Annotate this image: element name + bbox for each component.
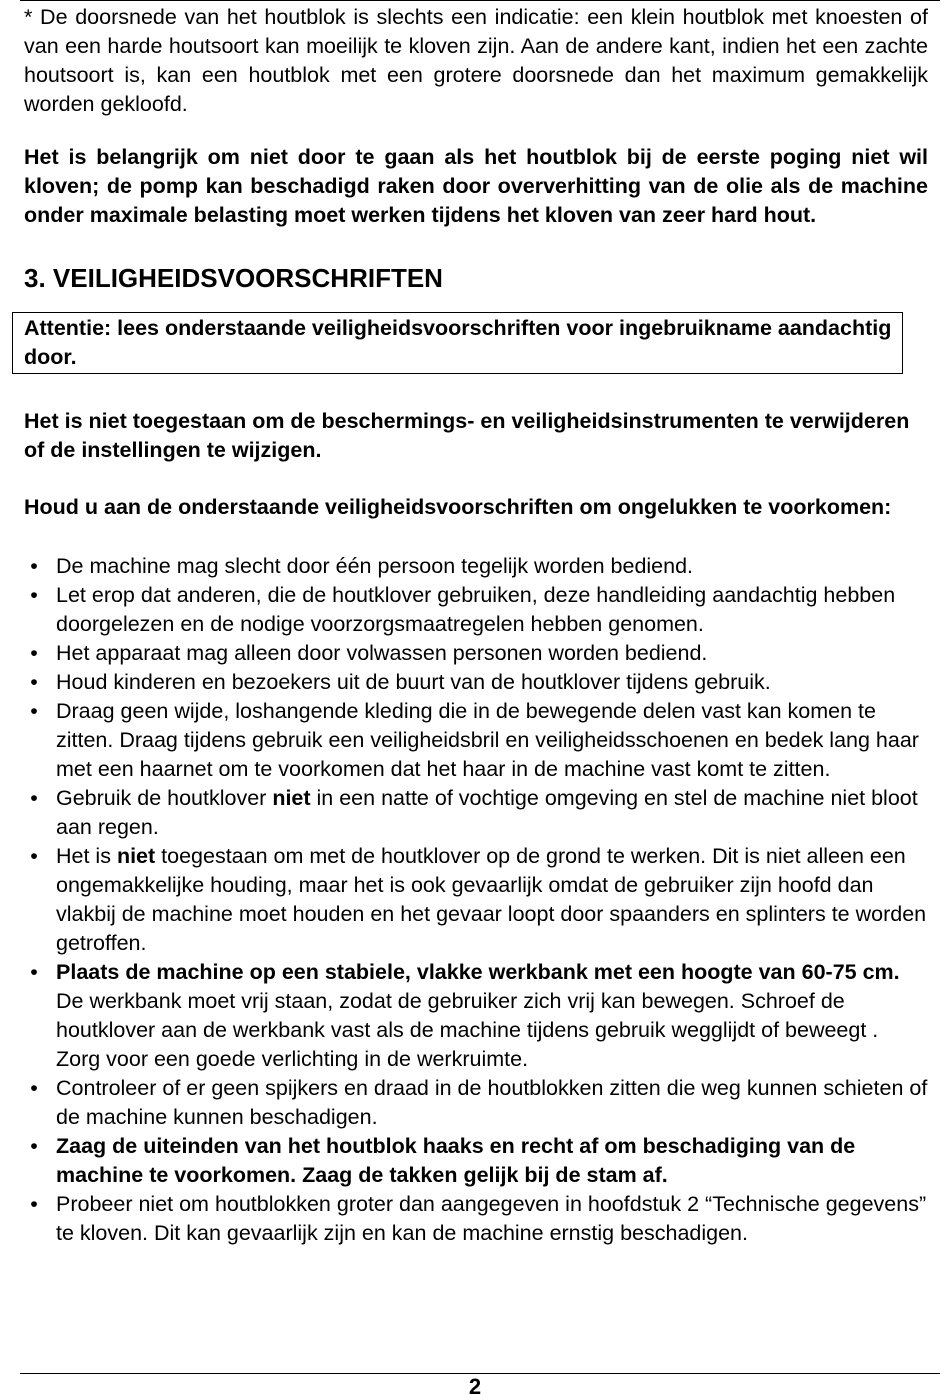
list-item-text: Draag geen wijde, loshangende kleding die in de bewegende delen vast kan komen te zitten. Draag tijdens gebruik een veiligheidsbril en veiligheidsschoenen en bedek lang haar met een haarnet om te voorkomen dat het haar in de machine vast komt te zitten. (56, 699, 919, 781)
list-item-text: Controleer of er geen spijkers en draad in de houtblokken zitten die weg kunnen schieten of de machine kunnen beschadigen. (56, 1076, 928, 1129)
bullet-icon: • (30, 641, 38, 665)
bullet-icon: • (30, 699, 38, 723)
list-item-text: Houd kinderen en bezoekers uit de buurt van de houtklover tijdens gebruik. (56, 670, 771, 694)
page-content (24, 0, 928, 1248)
list-item-text-bold: Zaag de uiteinden van het houtblok haaks en recht af om beschadiging van de machine te voorkomen. Zaag de takken gelijk bij de stam af. (56, 1134, 856, 1187)
list-item (24, 1074, 928, 1132)
list-item-text-bold: niet (116, 844, 156, 868)
list-item-text-post: in een natte of vochtige omgeving en stel de machine niet bloot aan regen. (56, 786, 918, 839)
list-item (24, 552, 928, 581)
list-item-text-bold: Plaats de machine op een stabiele, vlakke werkbank met een hoogte van 60-75 cm. (56, 960, 900, 984)
list-item (24, 784, 928, 842)
list-item-text-post: toegestaan om met de houtklover op de grond te werken. Dit is niet alleen een ongemakkelijke houding, maar het is ook gevaarlijk omdat de gebruiker zijn hoofd dan vlakbij de machine moet houden en het gevaar loopt door spaanders en splinters te worden getroffen. (56, 844, 927, 955)
list-item (24, 668, 928, 697)
bullet-icon: • (30, 844, 38, 868)
list-item-text-post: De werkbank moet vrij staan, zodat de gebruiker zich vrij kan bewegen. Schroef de houtklover aan de werkbank vast als de machine tijdens gebruik wegglijdt of beweegt . Zorg voor een goede verlichting in de werkruimte. (56, 989, 879, 1071)
not-allowed-paragraph: Het is niet toegestaan om de beschermings- en veiligheidsinstrumenten te verwijderen of de instellingen te wijzigen. (24, 409, 910, 462)
list-item (24, 581, 928, 639)
list-item (24, 842, 928, 958)
overheating-warning: Het is belangrijk om niet door te gaan als het houtblok bij de eerste poging niet wil kloven; de pomp kan beschadigd raken door oververhitting van de olie als de machine onder maximale belasting moet werken tijdens het kloven van zeer hard hout. (24, 145, 928, 227)
attention-box (12, 312, 903, 374)
attention-text: Attentie: lees onderstaande veiligheidsvoorschriften voor ingebruikname aandachtig door. (24, 316, 892, 369)
bullet-icon: • (30, 554, 38, 578)
bullet-icon: • (30, 1192, 38, 1216)
intro-paragraph: Houd u aan de onderstaande veiligheidsvoorschriften om ongelukken te voorkomen: (24, 495, 892, 519)
list-item-text-bold: niet (272, 786, 311, 810)
size-note: * De doorsnede van het houtblok is slechts een indicatie: een klein houtblok met knoesten of van een harde houtsoort kan moeilijk te kloven zijn. Aan de andere kant, indien het een zachte houtsoort is, kan een houtblok met een grotere doorsnede dan het maximum gemakkelijk worden gekloofd. (24, 5, 928, 116)
bullet-icon: • (30, 786, 38, 810)
list-item (24, 958, 928, 1074)
bullet-icon: • (30, 670, 38, 694)
bullet-icon: • (30, 583, 38, 607)
safety-list (24, 552, 928, 1248)
bullet-icon: • (30, 960, 38, 984)
list-item (24, 639, 928, 668)
list-item (24, 1190, 928, 1248)
list-item (24, 1132, 928, 1190)
list-item-text: De machine mag slecht door één persoon tegelijk worden bediend. (56, 554, 694, 578)
bullet-icon: • (30, 1076, 38, 1100)
list-item-text-pre: Gebruik de houtklover (56, 786, 273, 810)
page-number: 2 (468, 1374, 482, 1399)
list-item-text-pre: Het is (56, 844, 117, 868)
list-item (24, 697, 928, 784)
bullet-icon: • (30, 1134, 38, 1158)
list-item-text: Let erop dat anderen, die de houtklover gebruiken, deze handleiding aandachtig hebben doorgelezen en de nodige voorzorgsmaatregelen hebben genomen. (56, 583, 896, 636)
list-item-text: Het apparaat mag alleen door volwassen personen worden bediend. (56, 641, 708, 665)
list-item-text: Probeer niet om houtblokken groter dan aangegeven in hoofdstuk 2 “Technische gegevens” te kloven. Dit kan gevaarlijk zijn en kan de machine ernstig beschadigen. (56, 1192, 927, 1245)
section-heading: 3. VEILIGHEIDSVOORSCHRIFTEN (24, 263, 443, 293)
